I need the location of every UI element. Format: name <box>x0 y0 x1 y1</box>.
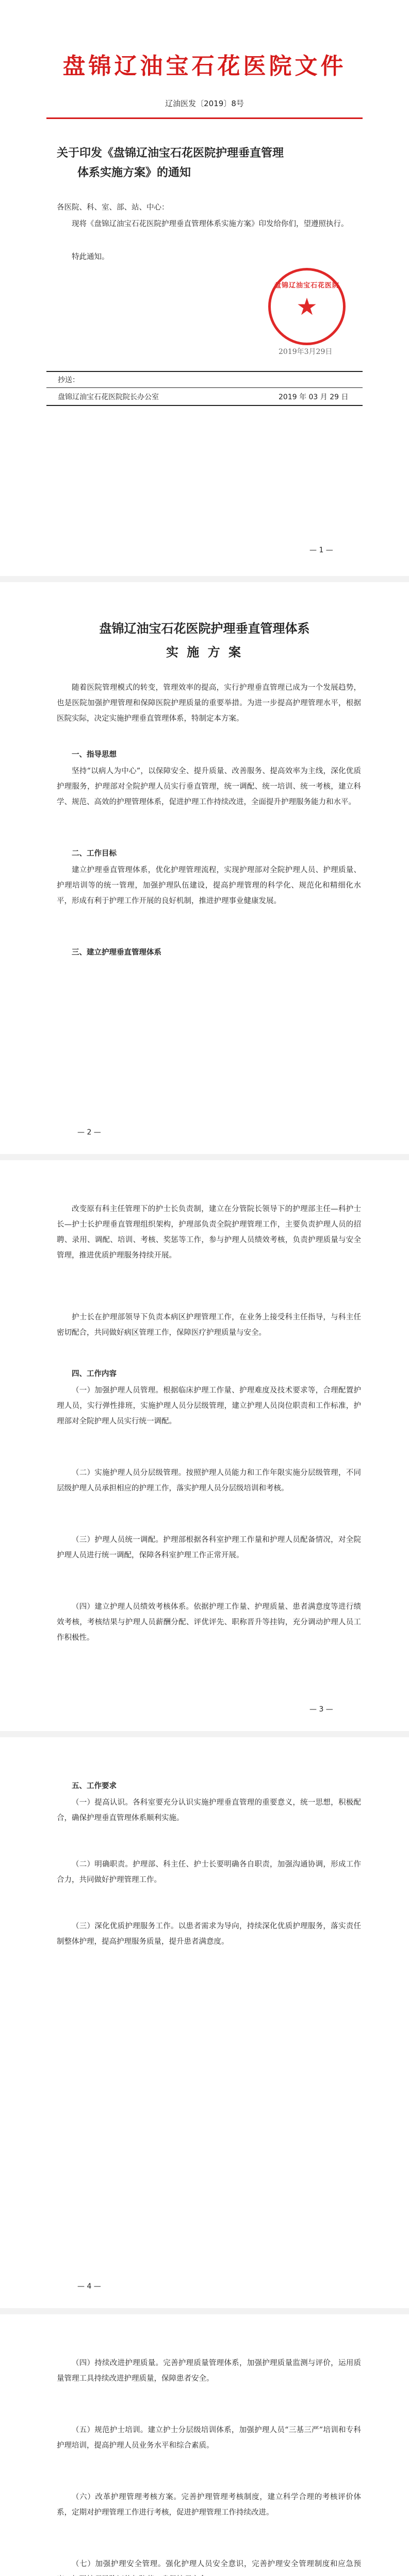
sec3-title: 三、建立护理垂直管理体系 <box>72 948 161 957</box>
footer-top-line <box>46 371 363 372</box>
page-5 <box>0 2314 409 2576</box>
header-divider <box>46 117 363 119</box>
notice-title-line2: 体系实施方案》的通知 <box>77 166 191 179</box>
footer-mid-line <box>46 387 363 388</box>
page-1 <box>0 0 409 576</box>
page-number-1: — 1 — <box>309 546 333 554</box>
sec5-title: 五、工作要求 <box>72 1782 117 1790</box>
page-gap <box>0 2308 409 2314</box>
page-number-3: — 3 — <box>309 1705 333 1714</box>
notice-body: 现将《盘锦辽油宝石花医院护理垂直管理体系实施方案》印发给你们，望遵照执行。 <box>72 220 349 228</box>
page-2 <box>0 582 409 1154</box>
plan-intro: 随着医院管理模式的转变，管理效率的提高，实行护理垂直管理已成为一个发展趋势，也是医院加强护理管理和保障医院护理质量的重要举措。为进一步提高护理管理水平，根据医院实际，决定实施护理垂直管理体系，特制定本方案。 <box>57 684 361 723</box>
notice-closing: 特此通知。 <box>72 253 109 261</box>
salutation: 各医院、科、室、部、站、中心： <box>57 204 169 212</box>
doc-number: 辽油医发〔2019〕8号 <box>165 99 244 108</box>
notice-title-line1: 关于印发《盘锦辽油宝石花医院护理垂直管理 <box>57 146 284 160</box>
sec5-item-3: （三）深化优质护理服务工作。以患者需求为导向，持续深化优质护理服务，落实责任制整体护理，提高护理服务质量，提升患者满意度。 <box>57 1922 361 1946</box>
sec5-item-6: （六）改革护理管理考核方案。完善护理管理考核制度，建立科学合理的考核评价体系，定期对护理管理工作进行考核，促进护理管理工作持续改进。 <box>57 2493 361 2517</box>
plan-subtitle: 实 施 方 案 <box>166 645 243 659</box>
sec5-item-4: （四）持续改进护理质量。完善护理质量管理体系，加强护理质量监测与评价，运用质量管理工具持续改进护理质量，保障患者安全。 <box>57 2359 361 2383</box>
issue-date: 2019 年 03 月 29 日 <box>279 393 349 401</box>
sec4-item-3: （三）护理人员统一调配。护理部根据各科室护理工作量和护理人员配备情况，对全院护理人员进行统一调配，保障各科室护理工作正常开展。 <box>57 1536 361 1560</box>
cc-label: 抄送： <box>58 376 79 384</box>
sec3-body-1: 改变原有科主任管理下的护士长负责制，建立在分管院长领导下的护理部主任—科护士长—护士长护理垂直管理组织架构，护理部负责全院护理管理工作，主要负责护理人员的招聘、录用、调配、培训、考核、奖惩等工作，参与护理人员绩效考核，负责护理质量与安全管理，推进优质护理服务持续开展。 <box>57 1205 361 1260</box>
sec4-title: 四、工作内容 <box>72 1369 117 1378</box>
sec1-body: 坚持“以病人为中心”，以保障安全、提升质量、改善服务、提高效率为主线，深化优质护理服务，护理部对全院护理人员实行垂直管理，统一调配、统一培训、统一考核，建立科学、规范、高效的护理管理体系，促进护理工作持续改进，全面提升护理服务能力和水平。 <box>57 767 361 806</box>
page-number-4: — 4 — <box>77 2282 101 2291</box>
seal-date: 2019年3月29日 <box>279 348 333 356</box>
sec2-body: 建立护理垂直管理体系，优化护理管理流程，实现护理部对全院护理人员、护理质量、护理培训等的统一管理，加强护理队伍建设，提高护理管理的科学化、规范化和精细化水平，形成有利于护理工作开展的良好机制，推进护理事业健康发展。 <box>57 866 361 905</box>
plan-title: 盘锦辽油宝石花医院护理垂直管理体系 <box>99 621 310 636</box>
official-seal <box>268 268 346 345</box>
org-title: 盘锦辽油宝石花医院文件 <box>62 53 347 79</box>
page-3 <box>0 1160 409 1731</box>
sec2-title: 二、工作目标 <box>72 849 117 858</box>
sec5-item-5: （五）规范护士培训。建立护士分层级培训体系，加强护理人员“三基三严”培训和专科护理培训，提高护理人员业务水平和综合素质。 <box>57 2426 361 2450</box>
sec4-item-1: （一）加强护理人员管理。根据临床护理工作量、护理难度及技术要求等，合理配置护理人员，实行弹性排班，实施护理人员分层级管理，建立护理人员岗位职责和工作标准，护理部对全院护理人员实行统一调配。 <box>57 1386 361 1426</box>
sec5-item-7: （七）加强护理安全管理。强化护理人员安全意识，完善护理安全管理制度和应急预 <box>72 2560 361 2568</box>
page-gap <box>0 1731 409 1737</box>
sec4-item-2: （二）实施护理人员分层级管理。按照护理人员能力和工作年限实施分层级管理，不同层级护理人员承担相应的护理工作，落实护理人员分层级培训和考核。 <box>57 1469 361 1493</box>
page-gap <box>0 576 409 582</box>
sec3-body-2: 护士长在护理部领导下负责本病区护理管理工作，在业务上接受科主任指导，与科主任密切配合，共同做好病区管理工作，保障医疗护理质量与安全。 <box>57 1313 361 1337</box>
footer-bottom-line <box>46 405 363 406</box>
sec5-item-1: （一）提高认识。各科室要充分认识实施护理垂直管理的重要意义，统一思想，积极配合，确保护理垂直管理体系顺利实施。 <box>57 1799 361 1822</box>
sec5-item-2: （二）明确职责。护理部、科主任、护士长要明确各自职责，加强沟通协调，形成工作合力，共同做好护理管理工作。 <box>57 1860 361 1884</box>
issuer: 盘锦辽油宝石花医院院长办公室 <box>58 393 159 401</box>
page-number-2: — 2 — <box>77 1128 101 1137</box>
seal-text: 盘锦辽油宝石花医院 <box>274 282 339 290</box>
sec1-title: 一、指导思想 <box>72 750 117 759</box>
seal-star-icon: ★ <box>296 293 318 320</box>
page-gap <box>0 1154 409 1160</box>
sec4-item-4: （四）建立护理人员绩效考核体系。依据护理工作量、护理质量、患者满意度等进行绩效考核，考核结果与护理人员薪酬分配、评优评先、职称晋升等挂钩，充分调动护理人员工作积极性。 <box>57 1603 361 1642</box>
page-4 <box>0 1737 409 2308</box>
